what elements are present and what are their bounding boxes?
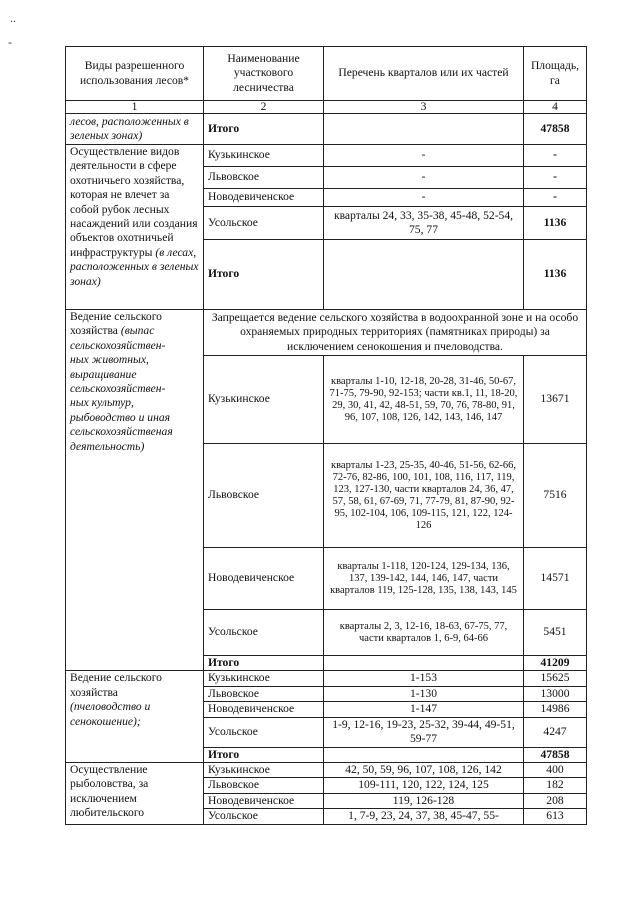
agriculture-restriction-note: Запрещается ведение сельского хозяйства в водоохранной зоне и на особо охраняемых природных территориях (памятниках природы) за исключением сенокошения и пчеловодства. [204, 310, 587, 356]
header-quarters: Перечень кварталов или их частей [324, 47, 524, 101]
header-use-types: Виды разрешенного использования лесов* [66, 47, 204, 101]
header-forestry-name: Наименование участкового лесничества [204, 47, 324, 101]
beekeeping-total-quarters [324, 747, 524, 762]
agriculture-use-label [66, 310, 204, 671]
table-row [66, 310, 587, 356]
beekeeping-total-area: 47858 [524, 747, 587, 762]
quarters-list: кварталы 1-118, 120-124, 129-134, 136, 137, 139-142, 144, 146, 147, части кварталов 119, 125-128, 135, 138, 143, 145 [324, 548, 524, 610]
area-value: 15625 [524, 671, 587, 686]
margin-mark-top: .. [10, 11, 16, 25]
continuation-quarters [324, 114, 524, 145]
hunting-use-label [66, 145, 204, 310]
agriculture-use-label-text: Ведение сельского хозяйства [70, 310, 162, 338]
area-value: 7516 [524, 444, 587, 548]
area-value: 5451 [524, 610, 587, 656]
area-value: - [524, 189, 587, 207]
quarters-list: - [324, 167, 524, 189]
quarters-list: кварталы 1-23, 25-35, 40-46, 51-56, 62-66, 72-76, 82-86, 100, 101, 108, 116, 117, 119, 123, 127-130, части кварталов 24, 36, 47, 57, 58, 61, 67-69, 71, 77-79, 81, 87-90, 92-95, 102-104, 106, 109-115, 121, 122, 124-126 [324, 444, 524, 548]
area-value: 13000 [524, 686, 587, 701]
forestry-name: Кузькинское [204, 671, 324, 686]
area-value: 208 [524, 793, 587, 808]
quarters-list: кварталы 24, 33, 35-38, 45-48, 52-54, 75, 77 [324, 207, 524, 240]
quarters-list: - [324, 189, 524, 207]
column-number-2: 2 [204, 101, 324, 114]
agriculture-use-label-note: (выпас сельскохозяйствен- ных животных, выращивание сельскохозяйствен- ных культур, рыбоводство и иная сельскохозяйственая деятельность) [70, 324, 173, 453]
area-value: 4247 [524, 717, 587, 747]
forestry-name: Усольское [204, 207, 324, 240]
beekeeping-total-label: Итого [204, 747, 324, 762]
table-row [66, 114, 587, 145]
hunting-total-area: 1136 [524, 240, 587, 310]
column-number-1: 1 [66, 101, 204, 114]
forestry-name: Усольское [204, 809, 324, 824]
area-value: 400 [524, 763, 587, 778]
quarters-list: кварталы 1-10, 12-18, 20-28, 31-46, 50-67, 71-75, 79-90, 92-153; части кв.1, 11, 18-20, 29, 30, 41, 42, 48-51, 59, 70, 76, 78-80, 91, 96, 107, 108, 126, 142, 143, 146, 147 [324, 356, 524, 444]
quarters-list: 1-153 [324, 671, 524, 686]
table-row [66, 763, 587, 778]
margin-mark-dash: - [8, 35, 12, 49]
forestry-name: Усольское [204, 610, 324, 656]
forestry-name: Новодевиченское [204, 548, 324, 610]
forestry-name: Усольское [204, 717, 324, 747]
agriculture-total-quarters [324, 656, 524, 671]
table-row [66, 671, 587, 686]
quarters-list: 1-147 [324, 702, 524, 717]
beekeeping-use-label-note: (пчеловодство и сенокошение); [70, 700, 151, 728]
forestry-name: Львовское [204, 686, 324, 701]
quarters-list: 42, 50, 59, 96, 107, 108, 126, 142 [324, 763, 524, 778]
area-value: 182 [524, 778, 587, 793]
beekeeping-use-label [66, 671, 204, 763]
area-value: 13671 [524, 356, 587, 444]
table-row [66, 145, 587, 167]
forestry-name: Новодевиченское [204, 793, 324, 808]
quarters-list: 1, 7-9, 23, 24, 37, 38, 45-47, 55- [324, 809, 524, 824]
quarters-list: 1-130 [324, 686, 524, 701]
forestry-name: Львовское [204, 167, 324, 189]
forestry-name: Новодевиченское [204, 702, 324, 717]
quarters-list: 1-9, 12-16, 19-23, 25-32, 39-44, 49-51, 59-77 [324, 717, 524, 747]
forestry-name: Львовское [204, 778, 324, 793]
table-header-row [66, 47, 587, 101]
area-value: 613 [524, 809, 587, 824]
quarters-list: 119, 126-128 [324, 793, 524, 808]
agriculture-total-area: 41209 [524, 656, 587, 671]
quarters-list: кварталы 2, 3, 12-16, 18-63, 67-75, 77, части кварталов 1, 6-9, 64-66 [324, 610, 524, 656]
fishing-use-label: Осуществление рыболовства, за исключением любительского [66, 763, 204, 825]
area-value: 14571 [524, 548, 587, 610]
quarters-list: - [324, 145, 524, 167]
quarters-list: 109-111, 120, 122, 124, 125 [324, 778, 524, 793]
area-value: - [524, 145, 587, 167]
continuation-use-label: лесов, расположенных в зеленых зонах) [66, 114, 204, 145]
hunting-total-quarters [324, 240, 524, 310]
beekeeping-use-label-text: Ведение сельского хозяйства [70, 671, 162, 699]
column-number-4: 4 [524, 101, 587, 114]
header-area: Площадь, га [524, 47, 587, 101]
area-value: - [524, 167, 587, 189]
column-number-3: 3 [324, 101, 524, 114]
forestry-name: Кузькинское [204, 145, 324, 167]
agriculture-total-label: Итого [204, 656, 324, 671]
forestry-name: Новодевиченское [204, 189, 324, 207]
forestry-name: Львовское [204, 444, 324, 548]
hunting-total-label: Итого [204, 240, 324, 310]
area-value: 1136 [524, 207, 587, 240]
continuation-total-label: Итого [204, 114, 324, 145]
hunting-use-label-text: Осуществление видов деятельности в сфере охотничьего хозяйства, которая не влечет за собой рубок лесных насаждений или создания объектов охотничьей инфраструктуры [70, 145, 198, 259]
forest-use-table [65, 46, 587, 825]
forestry-name: Кузькинское [204, 356, 324, 444]
column-number-row [66, 101, 587, 114]
hunting-use-label-note: (в лесах, расположенных в зеленых зонах) [70, 245, 199, 288]
continuation-total-area: 47858 [524, 114, 587, 145]
forestry-name: Кузькинское [204, 763, 324, 778]
area-value: 14986 [524, 702, 587, 717]
